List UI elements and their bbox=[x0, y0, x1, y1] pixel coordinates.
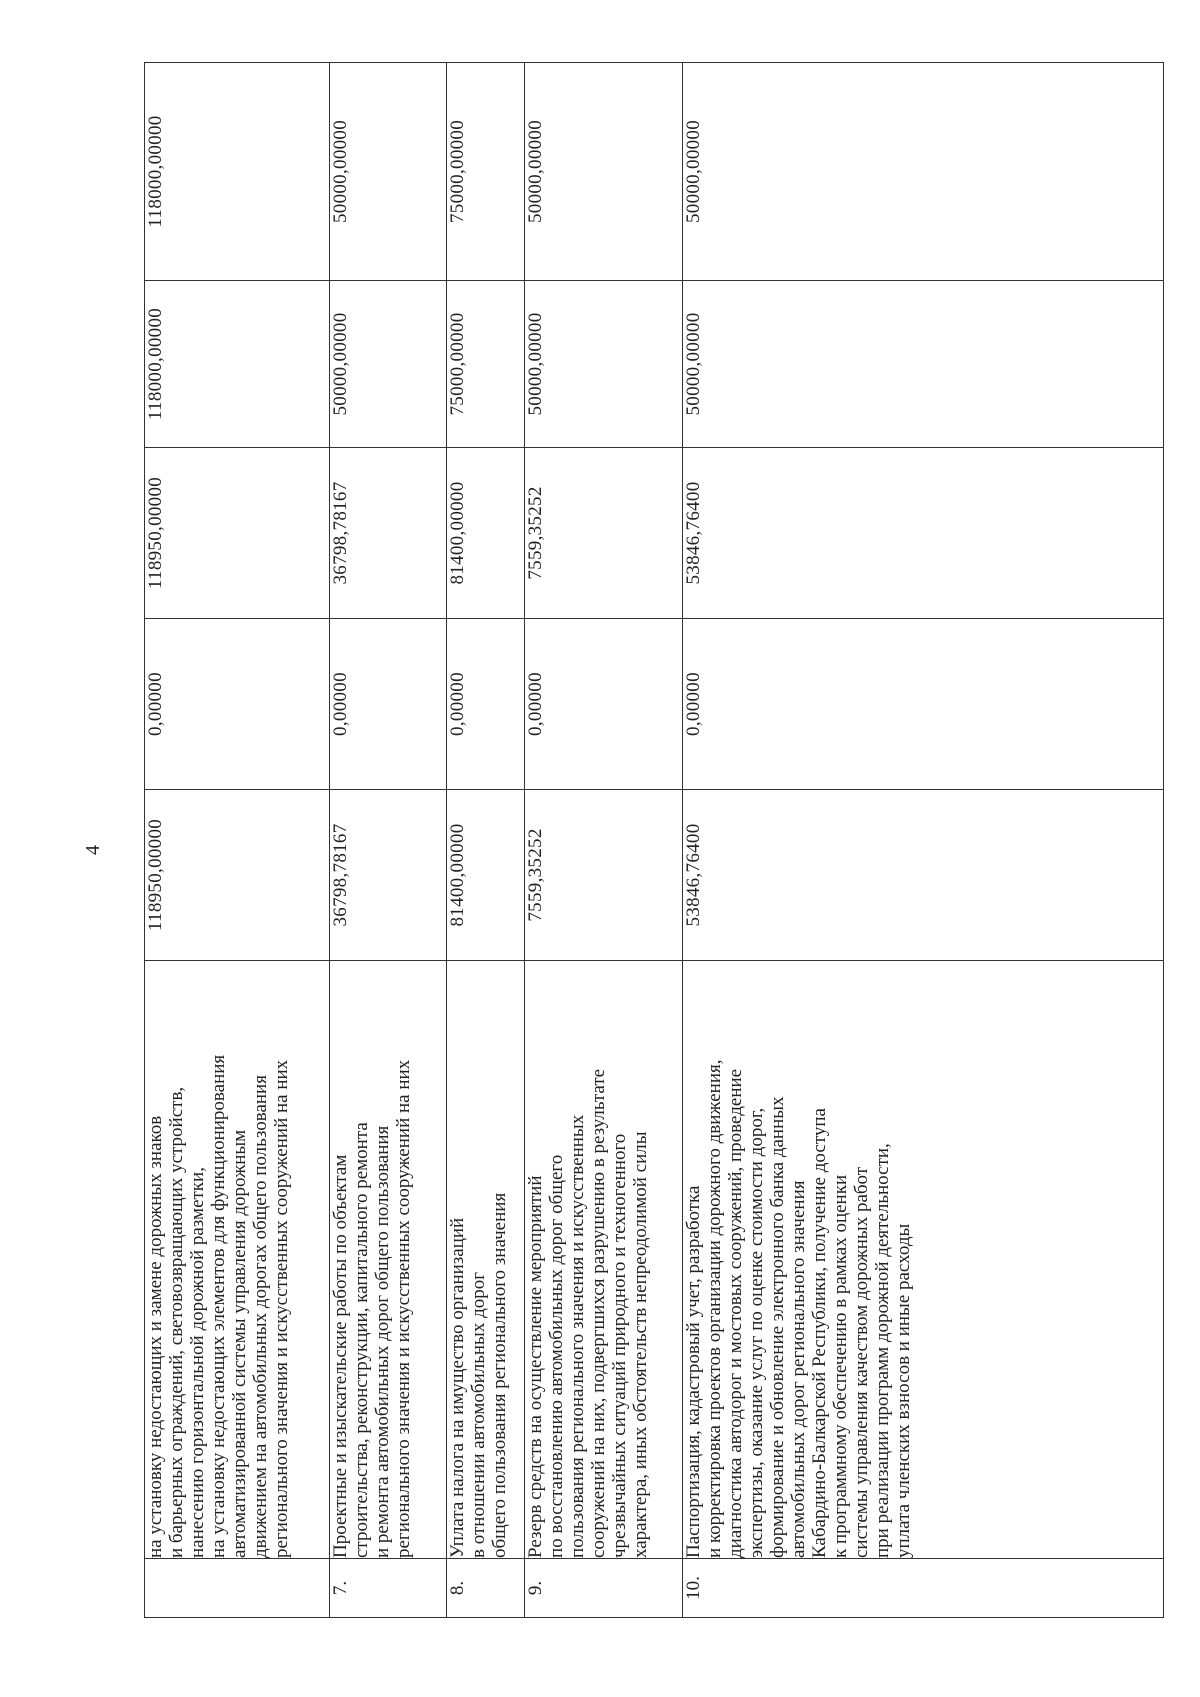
value-cell: 0,00000 bbox=[330, 619, 447, 790]
value-cell: 50000,00000 bbox=[330, 281, 447, 448]
row-number: 8. bbox=[446, 1559, 524, 1618]
description-line: строительства, реконструкции, капитального ремонта bbox=[351, 1122, 373, 1558]
description-line: сооружений на них, подвергшихся разрушению в результате bbox=[588, 1068, 610, 1558]
value-cell: 0,00000 bbox=[145, 619, 330, 790]
description-line: характера, иных обстоятельств непреодолимой силы bbox=[630, 1131, 652, 1558]
table-container bbox=[144, 63, 1164, 1618]
table-row bbox=[525, 63, 683, 1618]
row-number bbox=[145, 1559, 330, 1618]
value-cell: 36798,78167 bbox=[330, 448, 447, 619]
description-line: на установку недостающих элементов для функционирования bbox=[208, 1054, 229, 1558]
description-line: и барьерных ограждений, световозвращающих устройств, bbox=[166, 1086, 187, 1558]
row-description bbox=[446, 961, 524, 1559]
value-cell: 118950,00000 bbox=[145, 790, 330, 961]
description-line: формирование и обновление электронного банка данных bbox=[767, 1096, 789, 1558]
value-cell: 53846,76400 bbox=[683, 790, 1164, 961]
value-cell: 50000,00000 bbox=[525, 281, 683, 448]
budget-table bbox=[144, 62, 1164, 1618]
rotated-table-frame bbox=[144, 63, 1164, 1618]
description-line: Кабардино-Балкарской Республики, получение доступа bbox=[809, 1108, 831, 1558]
description-line: и корректировка проектов организации дорожного движения, bbox=[704, 1059, 726, 1558]
value-cell: 75000,00000 bbox=[446, 63, 524, 281]
value-cell: 7559,35252 bbox=[525, 448, 683, 619]
description-line: по восстановлению автомобильных дорог общего bbox=[546, 1154, 568, 1558]
description-line: Паспортизация, кадастровый учет, разработка bbox=[683, 1185, 705, 1558]
value-cell: 118950,00000 bbox=[145, 448, 330, 619]
description-line: на установку недостающих и замене дорожных знаков bbox=[145, 1115, 166, 1558]
description-line: общего пользования регионального значения bbox=[488, 1192, 510, 1558]
row-description bbox=[525, 961, 683, 1559]
value-cell: 0,00000 bbox=[525, 619, 683, 790]
description-line: движением на автомобильных дорогах общего пользования bbox=[250, 1075, 271, 1558]
description-line: Резерв средств на осуществление мероприятий bbox=[525, 1175, 547, 1558]
row-description bbox=[330, 961, 447, 1559]
value-cell: 53846,76400 bbox=[683, 448, 1164, 619]
description-line: уплата членских взносов и иные расходы bbox=[893, 1223, 915, 1558]
row-number: 10. bbox=[683, 1559, 1164, 1618]
value-cell: 36798,78167 bbox=[330, 790, 447, 961]
description-line: чрезвычайных ситуаций природного и техногенного bbox=[609, 1133, 631, 1558]
value-cell: 50000,00000 bbox=[525, 63, 683, 281]
value-cell: 75000,00000 bbox=[446, 281, 524, 448]
value-cell: 50000,00000 bbox=[683, 63, 1164, 281]
table-row bbox=[145, 63, 330, 1618]
description-line: пользования регионального значения и искусственных bbox=[567, 1114, 589, 1558]
value-cell: 81400,00000 bbox=[446, 790, 524, 961]
description-line: регионального значения и искусственных сооружений на них bbox=[271, 1059, 292, 1558]
description-line: и ремонта автомобильных дорог общего пользования bbox=[372, 1125, 394, 1558]
value-cell: 0,00000 bbox=[446, 619, 524, 790]
row-number: 9. bbox=[525, 1559, 683, 1618]
row-number: 7. bbox=[330, 1559, 447, 1618]
row-description bbox=[145, 961, 330, 1559]
description-line: при реализации программ дорожной деятельности, bbox=[872, 1143, 894, 1558]
value-cell: 118000,00000 bbox=[145, 281, 330, 448]
value-cell: 7559,35252 bbox=[525, 790, 683, 961]
value-cell: 50000,00000 bbox=[683, 281, 1164, 448]
row-description bbox=[683, 961, 1164, 1559]
description-line: Проектные и изыскательские работы по объектам bbox=[330, 1154, 352, 1558]
value-cell: 118000,00000 bbox=[145, 63, 330, 281]
description-line: регионального значения и искусственных сооружений на них bbox=[393, 1059, 415, 1558]
value-cell: 50000,00000 bbox=[330, 63, 447, 281]
value-cell: 81400,00000 bbox=[446, 448, 524, 619]
description-line: автоматизированной системы управления дорожным bbox=[229, 1129, 250, 1558]
description-line: экспертизы, оказание услуг по оценке стоимости дорог, bbox=[746, 1107, 768, 1558]
description-line: автомобильных дорог регионального значения bbox=[788, 1180, 810, 1558]
description-line: диагностика автодорог и мостовых сооружений, проведение bbox=[725, 1068, 747, 1558]
page-number: 4 bbox=[82, 845, 104, 855]
description-line: нанесению горизонтальной дорожной разметки, bbox=[187, 1167, 208, 1558]
table-row bbox=[446, 63, 524, 1618]
description-line: к программному обеспечению в рамках оценки bbox=[830, 1174, 852, 1558]
value-cell: 0,00000 bbox=[683, 619, 1164, 790]
description-line: в отношении автомобильных дорог bbox=[467, 1271, 489, 1558]
description-line: системы управления качеством дорожных работ bbox=[851, 1166, 873, 1558]
table-row bbox=[330, 63, 447, 1618]
description-line: Уплата налога на имущество организаций bbox=[446, 1217, 468, 1558]
table-row bbox=[683, 63, 1164, 1618]
